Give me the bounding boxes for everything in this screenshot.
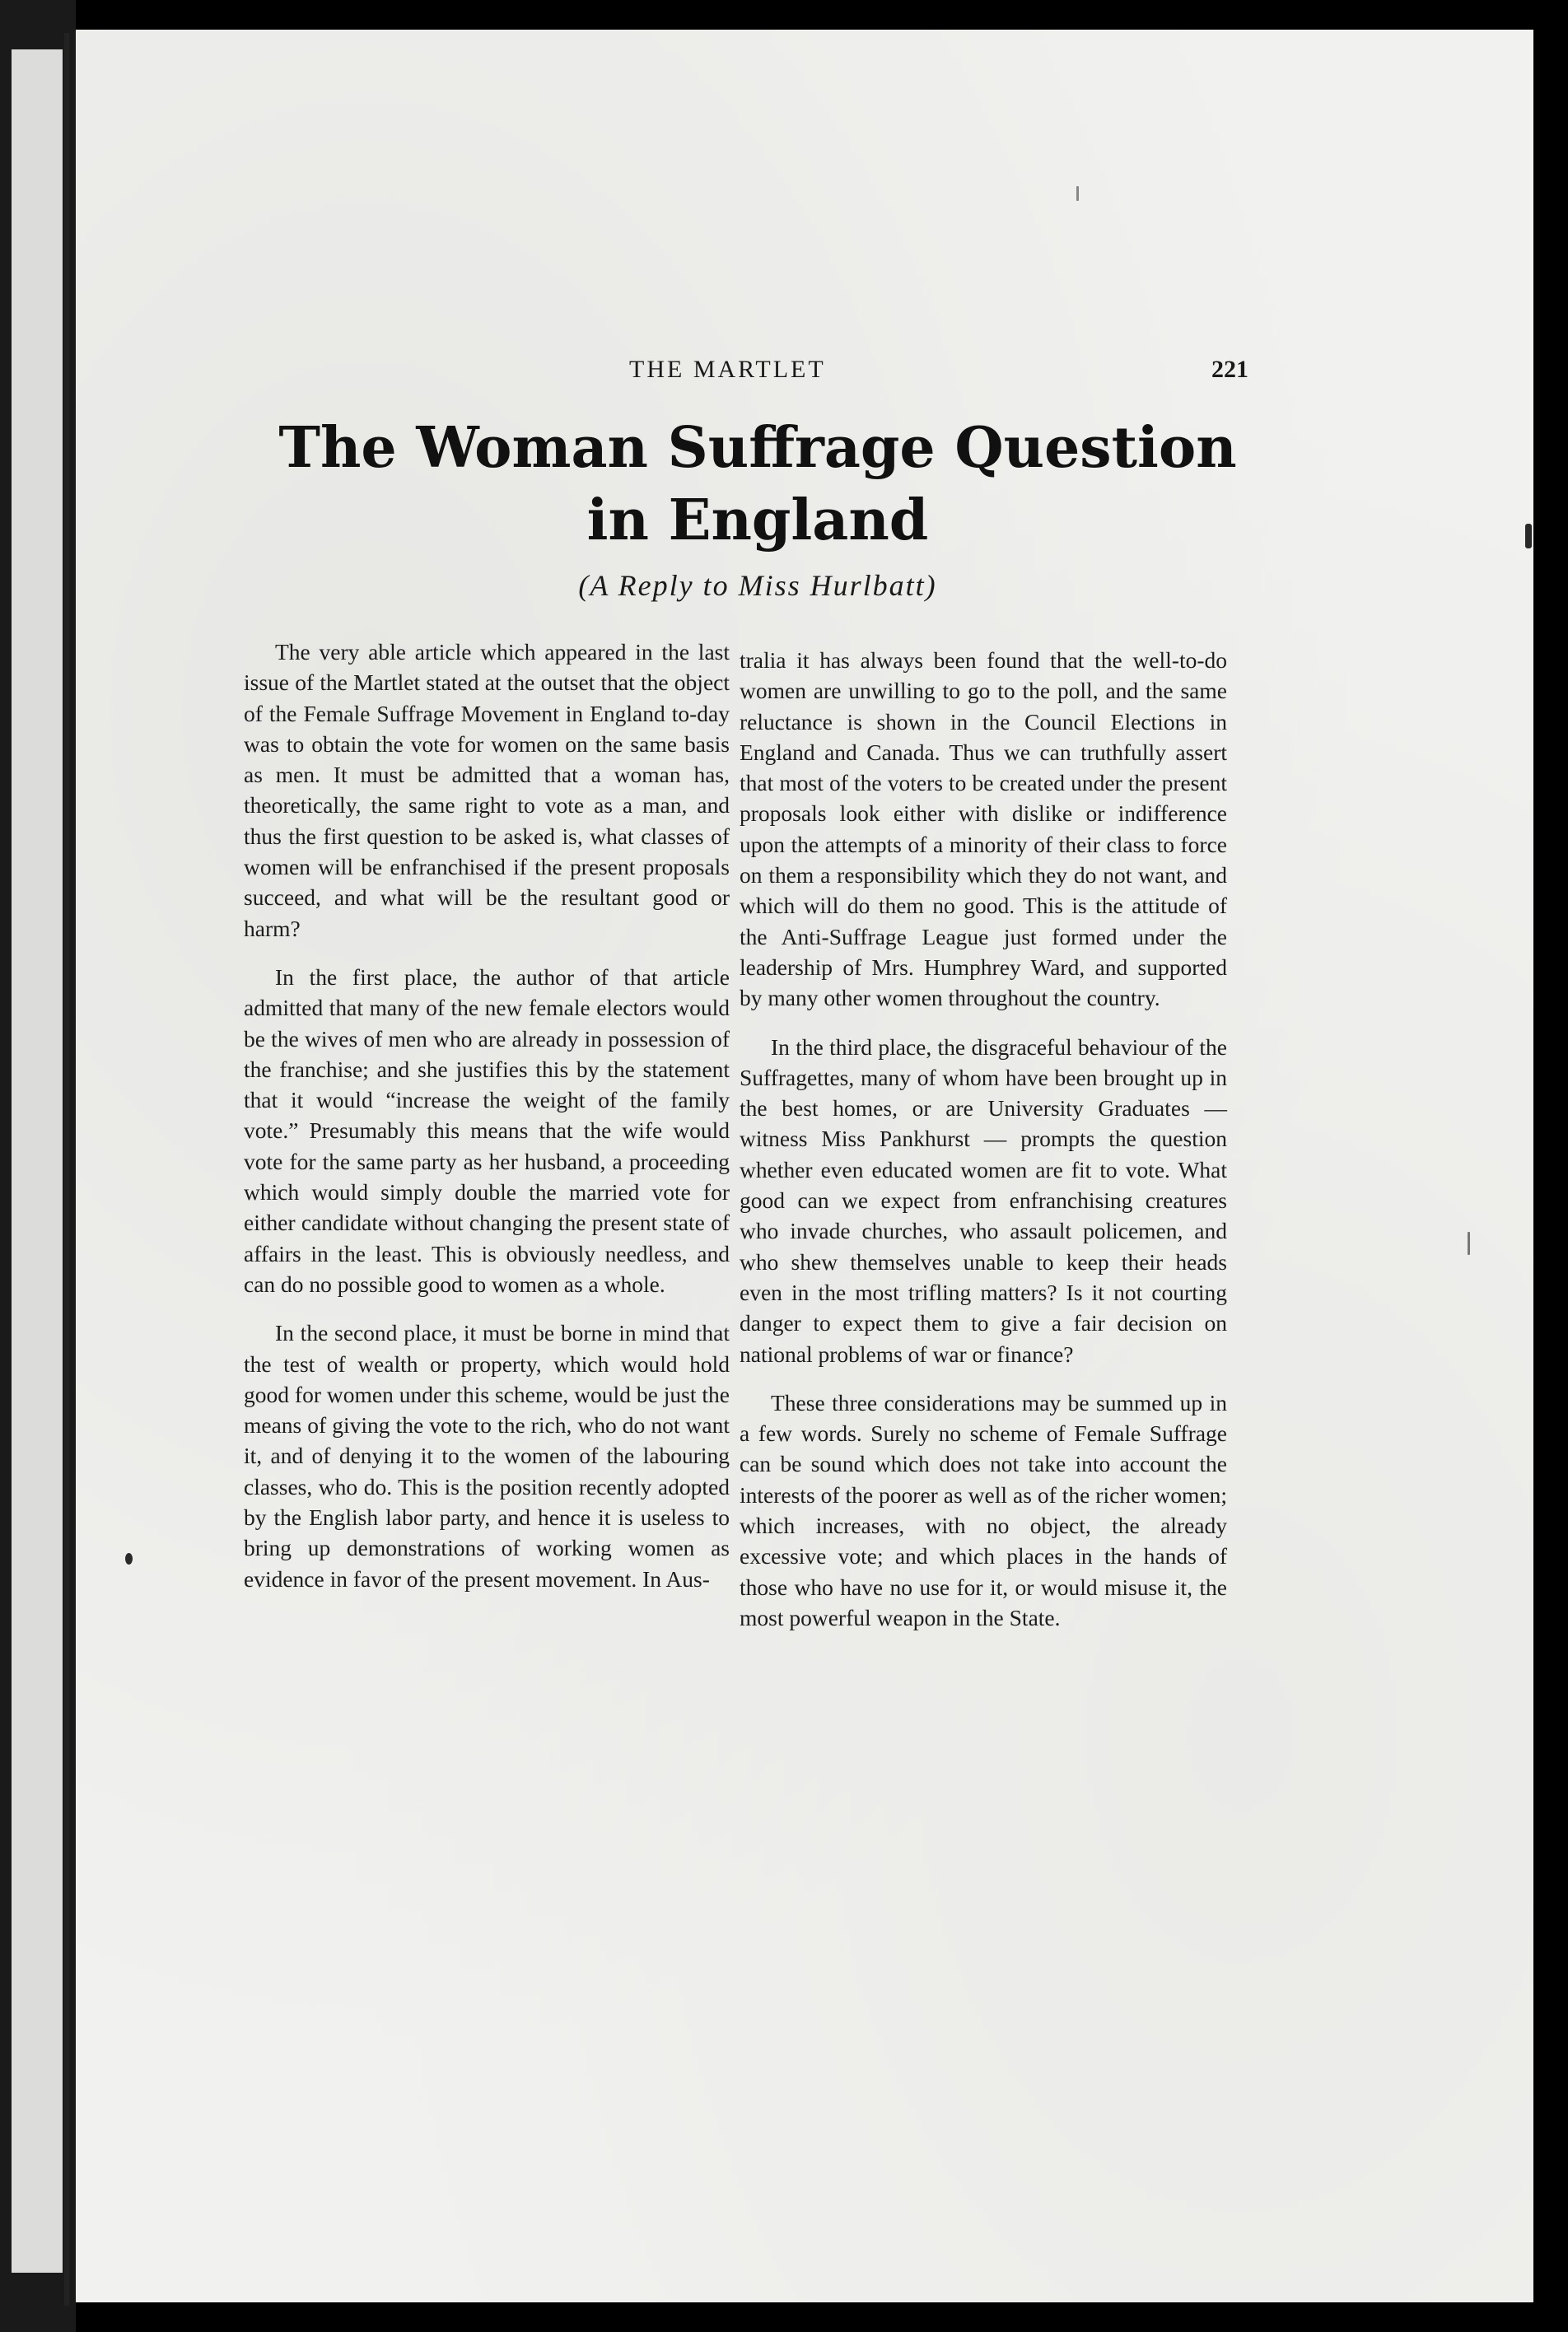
journal-title: THE MARTLET bbox=[629, 356, 826, 383]
paragraph-continued: tralia it has always been found that the well-to-do women are unwilling to go to the poll, and the same reluctance is shown in the Council Elections in England and Canada. Thus we can truthfully assert that most of the voters to be created under the present proposals look either with dislike or indifference upon the attempts of a minority of their class to force on them a responsibility which they do not want, and which will do them no good. This is the attitude of the Anti-Suffrage League just formed under the leadership of Mrs. Humphrey Ward, and supported by many other women throughout the country. bbox=[740, 647, 1227, 1011]
paragraph: These three considerations may be summed up in a few words. Surely no scheme of Female Suffrage can be sound which does not take into account the interests of the poorer as well as of the richer women; which increases, with no object, the already excessive vote; and which places in the hands of those who have no use for it, or would misuse it, the most powerful weapon in the State. bbox=[740, 1389, 1227, 1630]
paragraph: In the second place, it must be borne in mind that the test of wealth or property, which would hold good for women under this scheme, would be just the means of giving the vote to the rich, who do not want it, and of denying it to the women of the labouring classes, who do. This is the position recently adopted by the English labor party, and hence it is useless to bring up demonstrations of working women as evidence in favor of the present movement. In Aus- bbox=[244, 1320, 730, 1592]
ink-speck bbox=[1468, 1232, 1470, 1255]
article-subtitle: (A Reply to Miss Hurlbatt) bbox=[578, 569, 937, 602]
page-number: 221 bbox=[1211, 356, 1248, 383]
paragraph: In the third place, the disgraceful behaviour of the Suffragettes, many of whom have been brought up in the best homes, or are University Graduates — witness Miss Pankhurst — prompts the question whether even educated women are fit to vote. What good can we expect from enfranchising creatures who invade churches, who assault policemen, and who shew themselves unable to keep their heads even in the most trifling matters? Is it not courting danger to expect them to give a fair decision on national problems of war or finance? bbox=[740, 1033, 1227, 1367]
article-title: The Woman Suffrage Question in England bbox=[278, 415, 1237, 553]
previous-page-margin bbox=[12, 49, 63, 2273]
paragraph: In the first place, the author of that article admitted that many of the new female electors would be the wives of men who are already in possession of the franchise; and she justifies this by the statement that it would “increase the weight of the family vote.” Presumably this means that the wife would vote for the same party as her husband, a proceeding which would simply double the married vote for either candidate without changing the present state of affairs in the least. This is obviously needless, and can do no possible good to women as a whole. bbox=[244, 963, 730, 1297]
right-column bbox=[740, 645, 1227, 1633]
ink-speck bbox=[125, 1553, 133, 1565]
page-binding-shadow bbox=[64, 33, 69, 2306]
paragraph: The very able article which appeared in the last issue of the Martlet stated at the outset that the object of the Female Suffrage Movement in England to-day was to obtain the vote for women on the same basis as men. It must be admitted that a woman has, theoretically, the same right to vote as a man, and thus the first question to be asked is, what classes of women will be enfranchised if the present proposals succeed, and what will be the resultant good or harm? bbox=[244, 639, 730, 941]
running-head bbox=[338, 356, 1248, 389]
ink-speck bbox=[1525, 524, 1532, 548]
ink-speck bbox=[1076, 186, 1079, 201]
left-column bbox=[244, 637, 730, 1594]
